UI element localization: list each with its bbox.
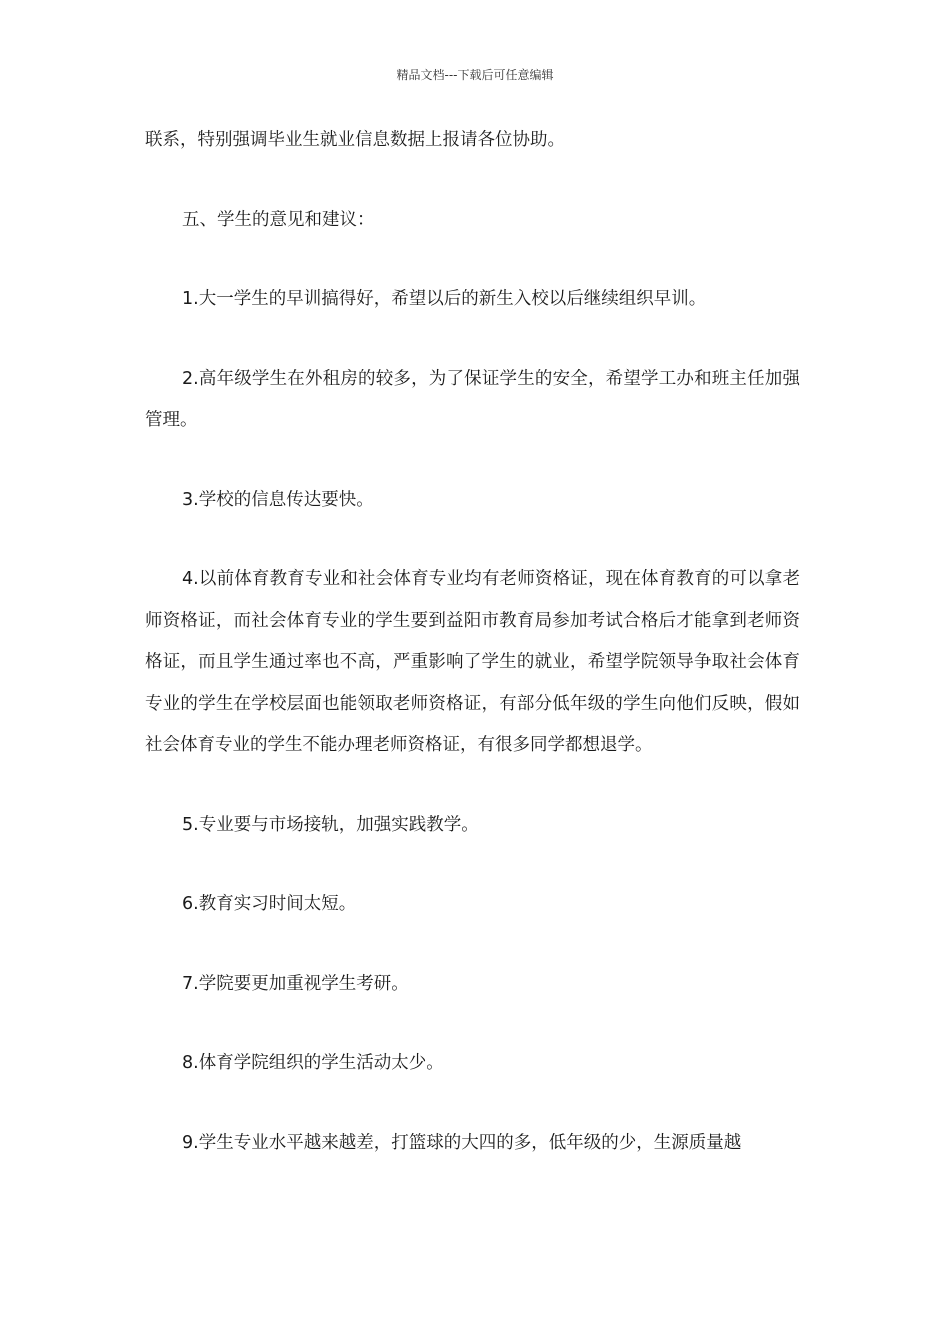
list-item-4: 4.以前体育教育专业和社会体育专业均有老师资格证，现在体育教育的可以拿老师资格证，而社会体育专业的学生要到益阳市教育局参加考试合格后才能拿到老师资格证，而且学生通过率也不高，严重影响了学生的就业，希望学院领导争取社会体育专业的学生在学校层面也能领取老师资格证，有部分低年级的学生向他们反映，假如社会体育专业的学生不能办理老师资格证，有很多同学都想退学。 [145, 569, 800, 755]
list-item-1: 1.大一学生的早训搞得好，希望以后的新生入校以后继续组织早训。 [182, 289, 707, 309]
list-item-6: 6.教育实习时间太短。 [182, 894, 357, 914]
list-item-7: 7.学院要更加重视学生考研。 [182, 973, 409, 994]
paragraph-continuation: 联系，特别强调毕业生就业信息数据上报请各位协助。 [145, 130, 565, 150]
list-item-8: 8.体育学院组织的学生活动太少。 [182, 1053, 444, 1073]
page-header: 精品文档---下载后可任意编辑 [396, 68, 554, 82]
section-heading: 五、学生的意见和建议： [182, 209, 375, 230]
list-item-5: 5.专业要与市场接轨，加强实践教学。 [182, 814, 479, 835]
list-item-3: 3.学校的信息传达要快。 [182, 489, 374, 510]
list-item-2: 2.高年级学生在外租房的较多，为了保证学生的安全，希望学工办和班主任加强管理。 [145, 368, 800, 430]
document-body [145, 120, 800, 1202]
list-item-9: 9.学生专业水平越来越差，打篮球的大四的多，低年级的少，生源质量越 [182, 1132, 742, 1153]
